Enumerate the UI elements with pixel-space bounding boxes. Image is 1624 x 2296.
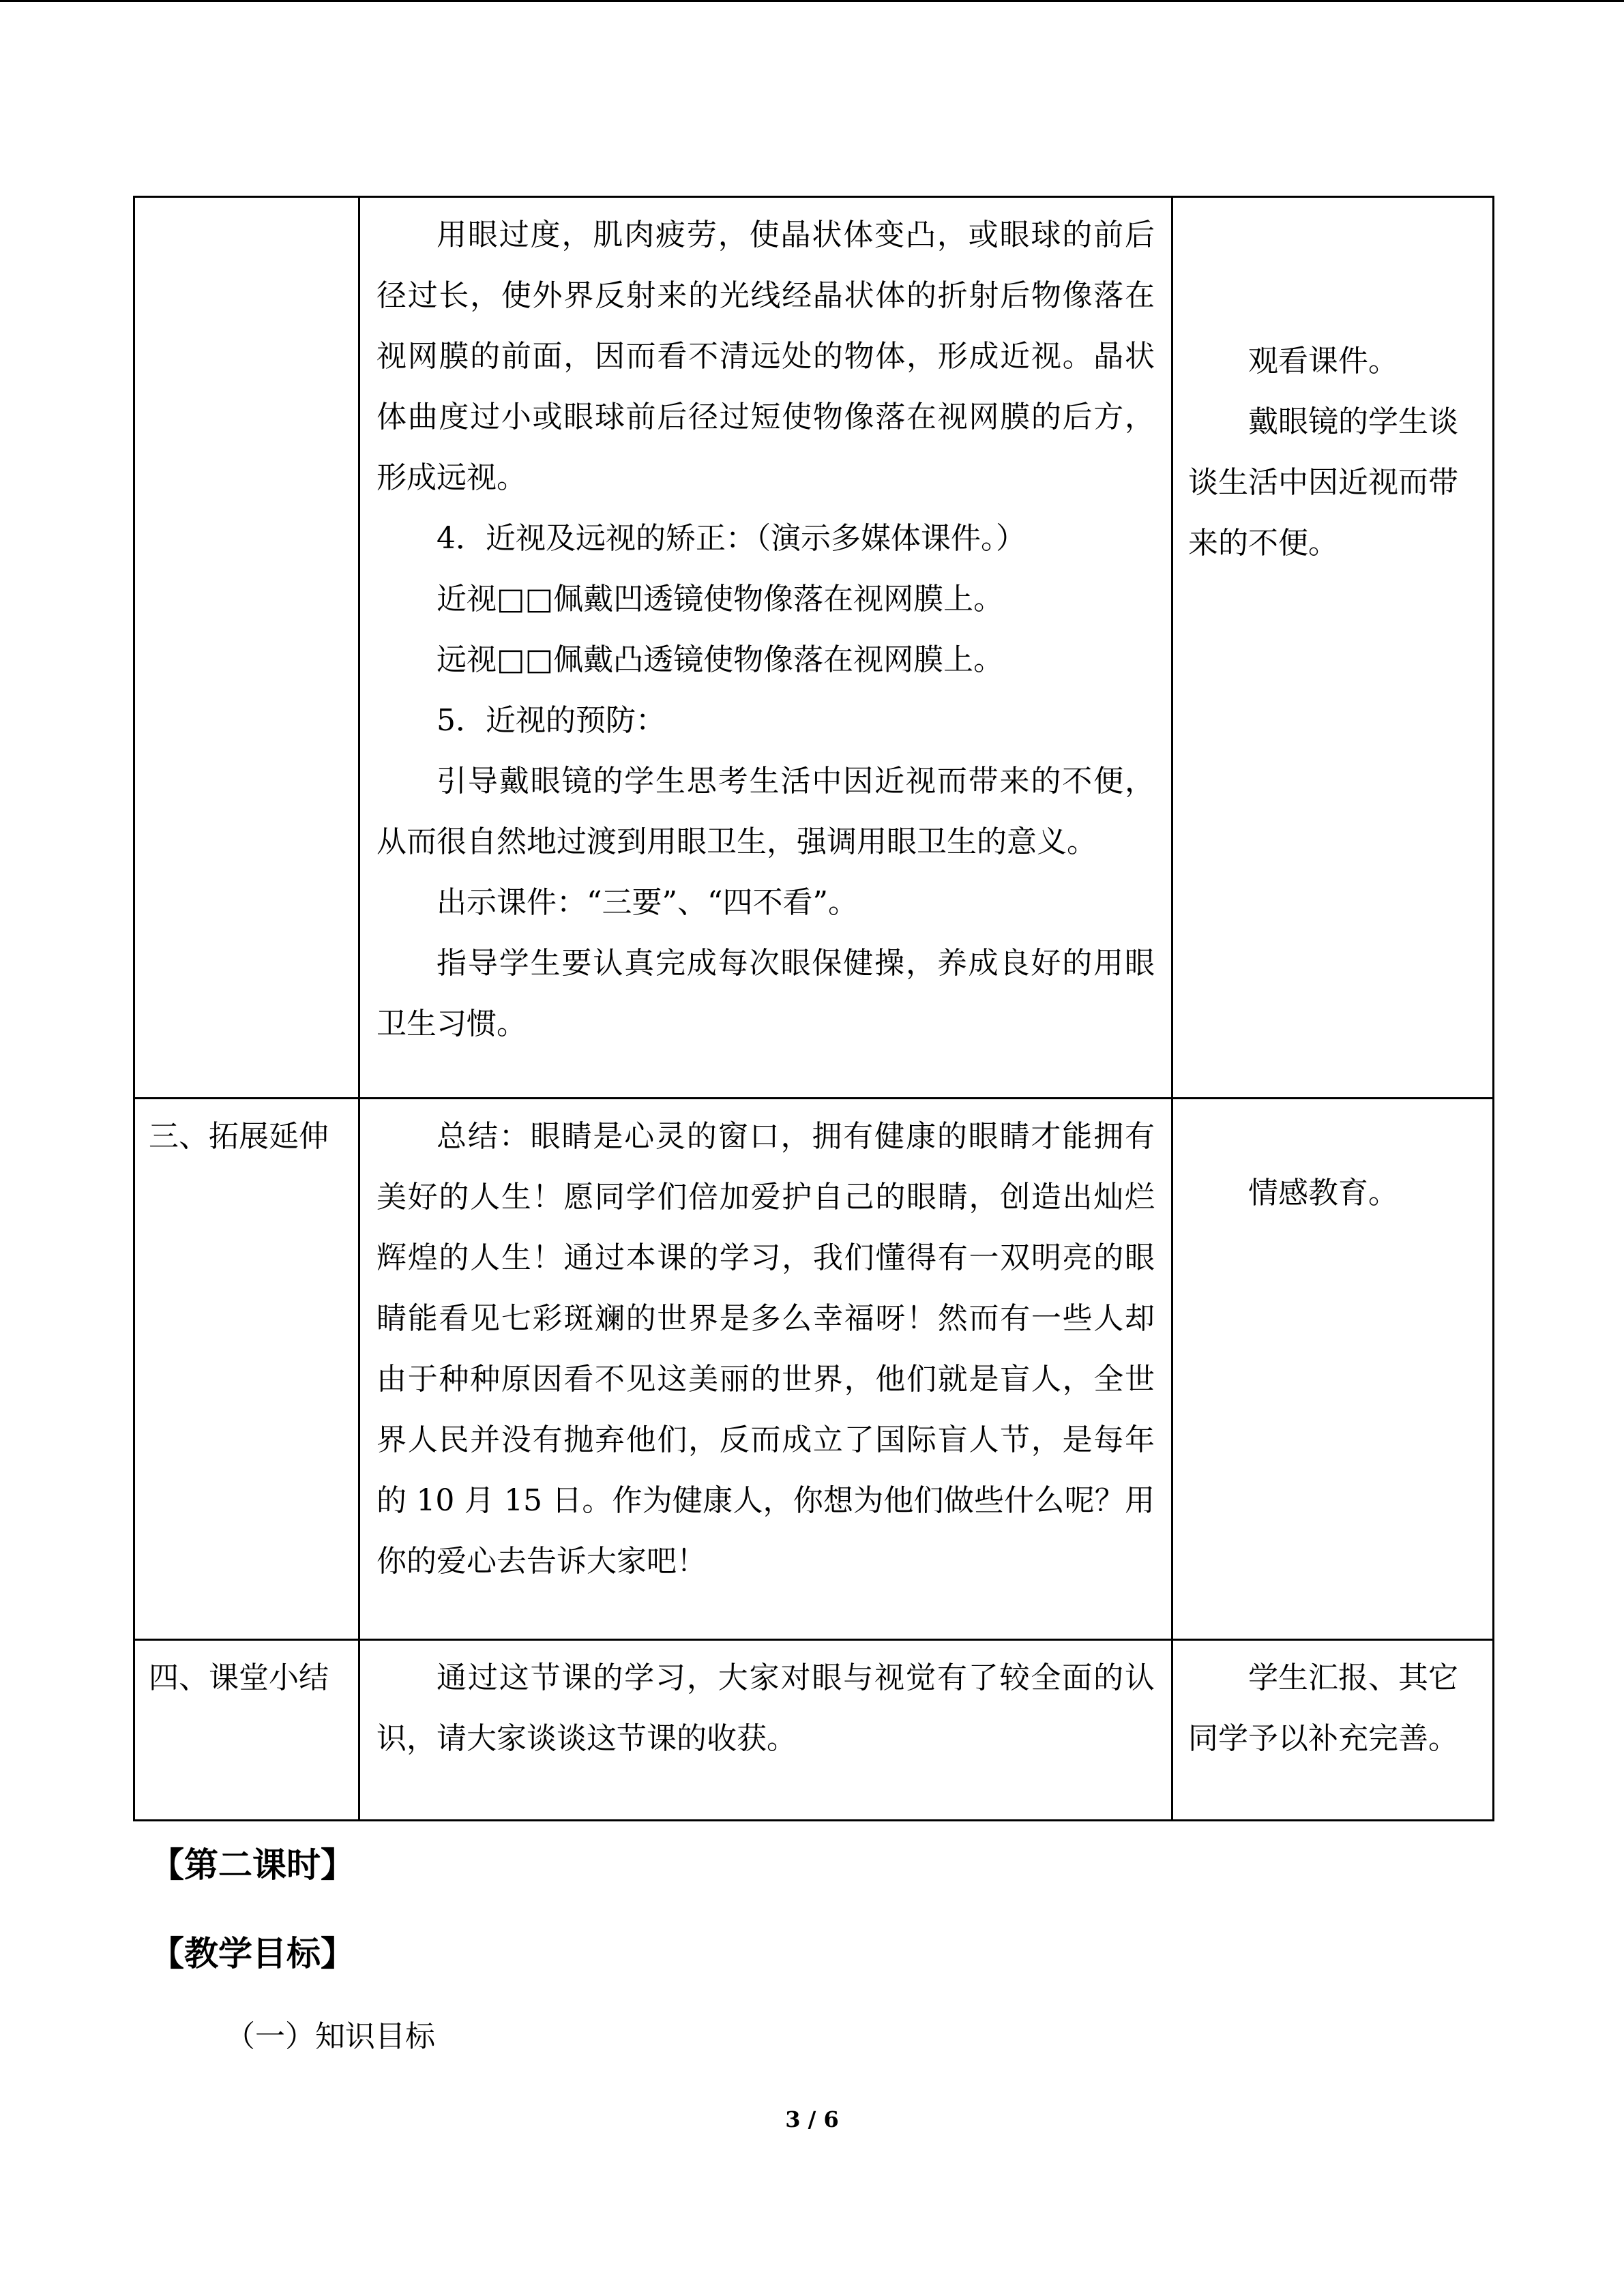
teacher-paragraph: 近视□□佩戴凹透镜使物像落在视网膜上。 [437,582,1004,616]
teacher-paragraph: 用眼过度，肌肉疲劳，使晶状体变凸，或眼球的前后径过长，使外界反射来的光线经晶状体的折射后物像落在视网膜的前面，因而看不清远处的物体，形成近视。晶状体曲度过小或眼球前后径过短使物像落在视网膜的后方，形成远视。 [377,218,1155,495]
student-activity-cell [1172,197,1494,1099]
top-border-line [0,0,1624,2]
stage-cell [134,197,359,1099]
page-number: 3 / 6 [785,2106,839,2132]
table-row [134,1640,1494,1821]
student-paragraph: 情感教育。 [1248,1176,1398,1210]
stage-label: 三、拓展延伸 [149,1119,329,1154]
student-activity-cell [1172,1640,1494,1821]
stage-label: 四、课堂小结 [149,1660,329,1695]
teacher-paragraph: 5．近视的预防： [437,703,666,738]
knowledge-subheading: （一）知识目标 [225,2019,435,2054]
table-row [134,1099,1494,1640]
objectives-heading: 【教学目标】 [150,1934,355,1973]
teacher-activity-cell [359,1640,1172,1821]
teacher-activity-cell [359,197,1172,1099]
teacher-paragraph: 引导戴眼镜的学生思考生活中因近视而带来的不便，从而很自然地过渡到用眼卫生，强调用眼卫生的意义。 [377,764,1155,859]
teacher-activity-cell [359,1099,1172,1640]
teacher-paragraph: 指导学生要认真完成每次眼保健操，养成良好的用眼卫生习惯。 [377,946,1155,1041]
student-paragraph: 观看课件。 [1248,344,1398,378]
lesson-heading: 【第二课时】 [150,1845,355,1885]
stage-cell [134,1099,359,1640]
table-row [134,197,1494,1099]
student-paragraph: 学生汇报、其它同学予以补充完善。 [1188,1660,1458,1756]
teacher-paragraph: 通过这节课的学习，大家对眼与视觉有了较全面的认识，请大家谈谈这节课的收获。 [377,1660,1155,1756]
student-paragraph: 戴眼镜的学生谈谈生活中因近视而带来的不便。 [1188,404,1458,561]
teacher-paragraph: 出示课件：“三要”、“四不看”。 [437,885,858,920]
lesson-plan-table [133,196,1494,1821]
student-activity-cell [1172,1099,1494,1640]
stage-label [135,198,358,205]
teacher-paragraph: 远视□□佩戴凸透镜使物像落在视网膜上。 [437,642,1004,677]
teacher-paragraph: 总结：眼睛是心灵的窗口，拥有健康的眼睛才能拥有美好的人生！愿同学们倍加爱护自己的眼睛，创造出灿烂辉煌的人生！通过本课的学习，我们懂得有一双明亮的眼睛能看见七彩斑斓的世界是多么幸福呀！然而有一些人却由于种种原因看不见这美丽的世界，他们就是盲人，全世界人民并没有抛弃他们，反而成立了国际盲人节，是每年的 10 月 15 日。作为健康人，你想为他们做些什么呢？用你的爱心去告诉大家吧！ [377,1119,1155,1579]
teacher-paragraph: 4．近视及远视的矫正：（演示多媒体课件。） [437,521,1026,556]
stage-cell [134,1640,359,1821]
